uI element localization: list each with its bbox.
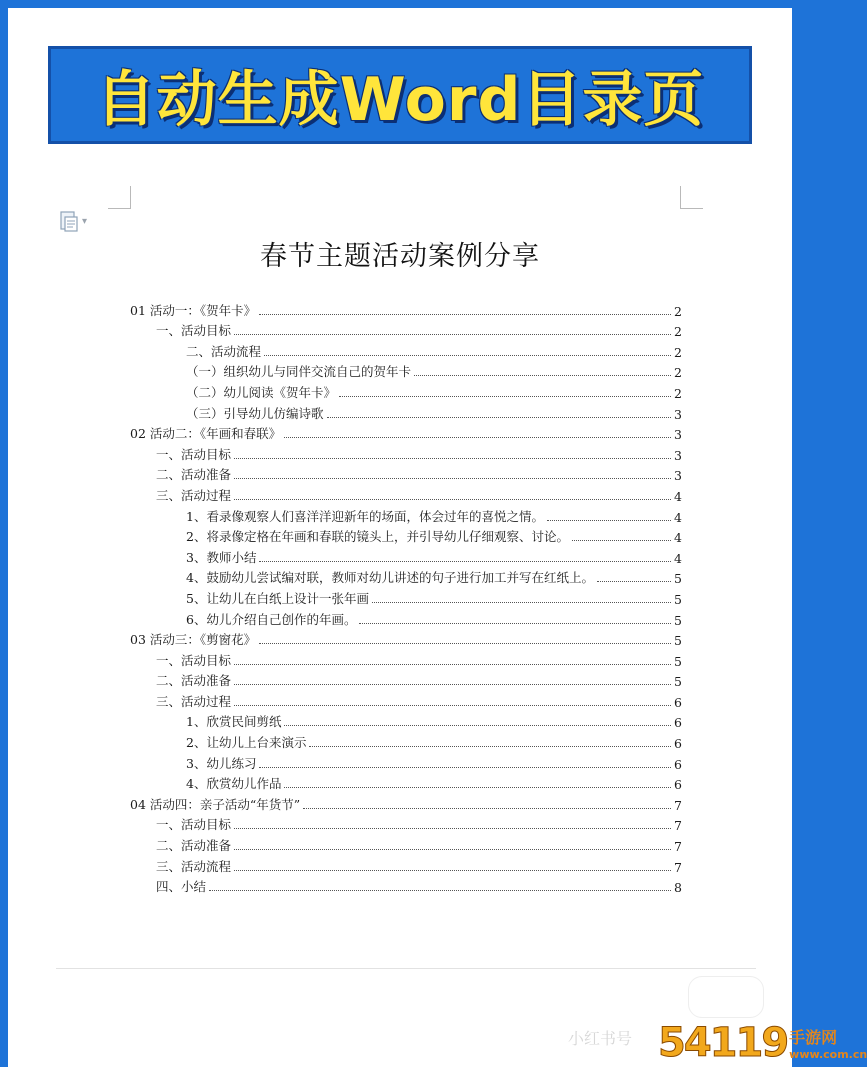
title-banner xyxy=(48,46,752,144)
toc-entry-label: 1、看录像观察人们喜洋洋迎新年的场面，体会过年的喜悦之情。 xyxy=(186,508,544,524)
toc-entry-page: 2 xyxy=(674,303,682,319)
toc-entry-page: 6 xyxy=(674,777,682,793)
toc-entry-label: 一、活动目标 xyxy=(156,652,232,668)
toc-leader-dots xyxy=(572,540,671,541)
toc-entry-page: 4 xyxy=(674,488,682,504)
toc-entry-page: 5 xyxy=(674,612,682,628)
toc-leader-dots xyxy=(234,684,671,685)
paste-options-icon xyxy=(60,210,78,232)
toc-entry-label: 四、小结 xyxy=(156,879,207,895)
toc-entry-label: 5、让幼儿在白纸上设计一张年画 xyxy=(186,590,369,606)
page-bottom-divider xyxy=(56,968,756,969)
toc-entry[interactable] xyxy=(122,339,682,360)
banner-title: 自动生成Word目录页 xyxy=(95,65,705,135)
toc-entry-label: （三）引导幼儿仿编诗歌 xyxy=(186,405,324,421)
toc-entry[interactable] xyxy=(122,401,682,422)
site-watermark-number: 54119 xyxy=(658,1020,788,1066)
toc-entry[interactable] xyxy=(122,648,682,669)
toc-leader-dots xyxy=(259,314,671,315)
toc-leader-dots xyxy=(234,849,671,850)
toc-entry-page: 2 xyxy=(674,344,682,360)
toc-entry-label: 三、活动流程 xyxy=(156,858,232,874)
faded-overlay-button xyxy=(688,976,764,1018)
margin-corner-top-right xyxy=(680,186,703,209)
site-watermark-name: 手游网 xyxy=(789,1028,838,1047)
toc-entry-label: 01 活动一：《贺年卡》 xyxy=(130,302,257,318)
toc-leader-dots xyxy=(234,870,671,871)
toc-entry-label: 一、活动目标 xyxy=(156,323,232,339)
page-sheet xyxy=(8,8,867,1067)
toc-entry-page: 3 xyxy=(674,406,682,422)
toc-entry[interactable] xyxy=(122,710,682,731)
toc-entry-label: 一、活动目标 xyxy=(156,446,232,462)
toc-leader-dots xyxy=(414,375,671,376)
toc-entry-label: 一、活动目标 xyxy=(156,817,232,833)
toc-entry-page: 4 xyxy=(674,550,682,566)
toc-leader-dots xyxy=(339,396,671,397)
toc-entry-page: 7 xyxy=(674,859,682,875)
toc-leader-dots xyxy=(234,334,671,335)
toc-entry[interactable] xyxy=(122,792,682,813)
toc-entry[interactable] xyxy=(122,483,682,504)
toc-leader-dots xyxy=(234,705,671,706)
toc-entry-page: 2 xyxy=(674,365,682,381)
xhs-watermark: 小红书号 xyxy=(568,1029,633,1048)
toc-leader-dots xyxy=(284,725,671,726)
toc-entry[interactable] xyxy=(122,628,682,649)
toc-leader-dots xyxy=(234,478,671,479)
toc-entry-page: 7 xyxy=(674,797,682,813)
toc-entry-label: 二、活动准备 xyxy=(156,838,232,854)
toc-entry-label: 二、活动准备 xyxy=(156,673,232,689)
toc-leader-dots xyxy=(234,499,671,500)
toc-leader-dots xyxy=(259,561,671,562)
toc-entry[interactable] xyxy=(122,669,682,690)
toc-entry-page: 6 xyxy=(674,715,682,731)
site-watermark-url: www.com.cn xyxy=(789,1048,867,1061)
toc-entry-page: 3 xyxy=(674,447,682,463)
toc-entry-label: 二、活动流程 xyxy=(186,343,262,359)
toc-entry-label: 04 活动四：亲子活动“年货节” xyxy=(130,796,301,812)
toc-entry[interactable] xyxy=(122,586,682,607)
toc-entry[interactable] xyxy=(122,360,682,381)
toc-entry[interactable] xyxy=(122,422,682,443)
toc-entry-label: 1、欣赏民间剪纸 xyxy=(186,714,282,730)
toc-leader-dots xyxy=(209,890,671,891)
toc-entry[interactable] xyxy=(122,772,682,793)
toc-entry-page: 7 xyxy=(674,839,682,855)
toc-entry-page: 5 xyxy=(674,571,682,587)
toc-entry[interactable] xyxy=(122,525,682,546)
toc-leader-dots xyxy=(284,437,671,438)
toc-entry-label: 02 活动二：《年画和春联》 xyxy=(130,426,282,442)
toc-entry-page: 4 xyxy=(674,509,682,525)
margin-corner-top-left xyxy=(108,186,131,209)
toc-entry-page: 6 xyxy=(674,736,682,752)
toc-entry-page: 6 xyxy=(674,694,682,710)
toc-leader-dots xyxy=(259,643,671,644)
toc-leader-dots xyxy=(547,520,671,521)
toc-entry-page: 7 xyxy=(674,818,682,834)
toc-entry[interactable] xyxy=(122,442,682,463)
toc-leader-dots xyxy=(234,828,671,829)
toc-leader-dots xyxy=(597,581,671,582)
toc-entry-page: 4 xyxy=(674,530,682,546)
toc-entry[interactable] xyxy=(122,833,682,854)
toc-leader-dots xyxy=(309,746,671,747)
toc-entry[interactable] xyxy=(122,607,682,628)
toc-entry-label: （二）幼儿阅读《贺年卡》 xyxy=(186,384,337,400)
toc-entry[interactable] xyxy=(122,504,682,525)
toc-entry-page: 5 xyxy=(674,653,682,669)
toc-entry-label: 4、欣赏幼儿作品 xyxy=(186,776,282,792)
toc-leader-dots xyxy=(359,623,671,624)
toc-entry-label: 03 活动三：《剪窗花》 xyxy=(130,632,257,648)
toc-entry-page: 5 xyxy=(674,674,682,690)
toc-entry-page: 3 xyxy=(674,468,682,484)
toc-entry-label: 三、活动过程 xyxy=(156,693,232,709)
toc-entry[interactable] xyxy=(122,689,682,710)
toc-entry[interactable] xyxy=(122,875,682,896)
toc-entry-label: 2、让幼儿上台来演示 xyxy=(186,735,307,751)
toc-entry[interactable] xyxy=(122,813,682,834)
document-title: 春节主题活动案例分享 xyxy=(260,241,540,272)
toc-entry[interactable] xyxy=(122,380,682,401)
toc-entry-label: 三、活动过程 xyxy=(156,487,232,503)
toc-leader-dots xyxy=(234,458,671,459)
toc-leader-dots xyxy=(372,602,671,603)
toc-entry-page: 3 xyxy=(674,427,682,443)
site-watermark xyxy=(658,1020,867,1066)
toc-entry[interactable] xyxy=(122,751,682,772)
paste-options-button[interactable] xyxy=(60,210,87,232)
toc-entry-label: 2、将录像定格在年画和春联的镜头上，并引导幼儿仔细观察、讨论。 xyxy=(186,529,569,545)
toc-leader-dots xyxy=(259,767,671,768)
toc-entry[interactable] xyxy=(122,566,682,587)
toc-entry-label: （一）组织幼儿与同伴交流自己的贺年卡 xyxy=(186,364,412,380)
toc-entry[interactable] xyxy=(122,463,682,484)
toc-entry[interactable] xyxy=(122,319,682,340)
toc-entry[interactable] xyxy=(122,545,682,566)
toc-entry-label: 3、教师小结 xyxy=(186,549,257,565)
toc-leader-dots xyxy=(327,417,671,418)
toc-entry-label: 3、幼儿练习 xyxy=(186,755,257,771)
toc-entry-page: 5 xyxy=(674,633,682,649)
toc-entry-page: 8 xyxy=(674,880,682,896)
toc-leader-dots xyxy=(264,355,671,356)
toc-leader-dots xyxy=(303,808,671,809)
toc-entry-label: 4、鼓励幼儿尝试编对联，教师对幼儿讲述的句子进行加工并写在红纸上。 xyxy=(186,570,594,586)
toc-entry-page: 6 xyxy=(674,756,682,772)
toc-entry[interactable] xyxy=(122,730,682,751)
toc-leader-dots xyxy=(234,664,671,665)
toc-entry[interactable] xyxy=(122,298,682,319)
toc-leader-dots xyxy=(284,787,671,788)
toc-entry-label: 6、幼儿介绍自己创作的年画。 xyxy=(186,611,357,627)
toc-entry-page: 2 xyxy=(674,385,682,401)
toc-entry[interactable] xyxy=(122,854,682,875)
table-of-contents xyxy=(122,298,682,895)
toc-entry-page: 2 xyxy=(674,324,682,340)
chevron-down-icon: ▾ xyxy=(82,215,88,227)
toc-entry-page: 5 xyxy=(674,591,682,607)
toc-entry-label: 二、活动准备 xyxy=(156,467,232,483)
